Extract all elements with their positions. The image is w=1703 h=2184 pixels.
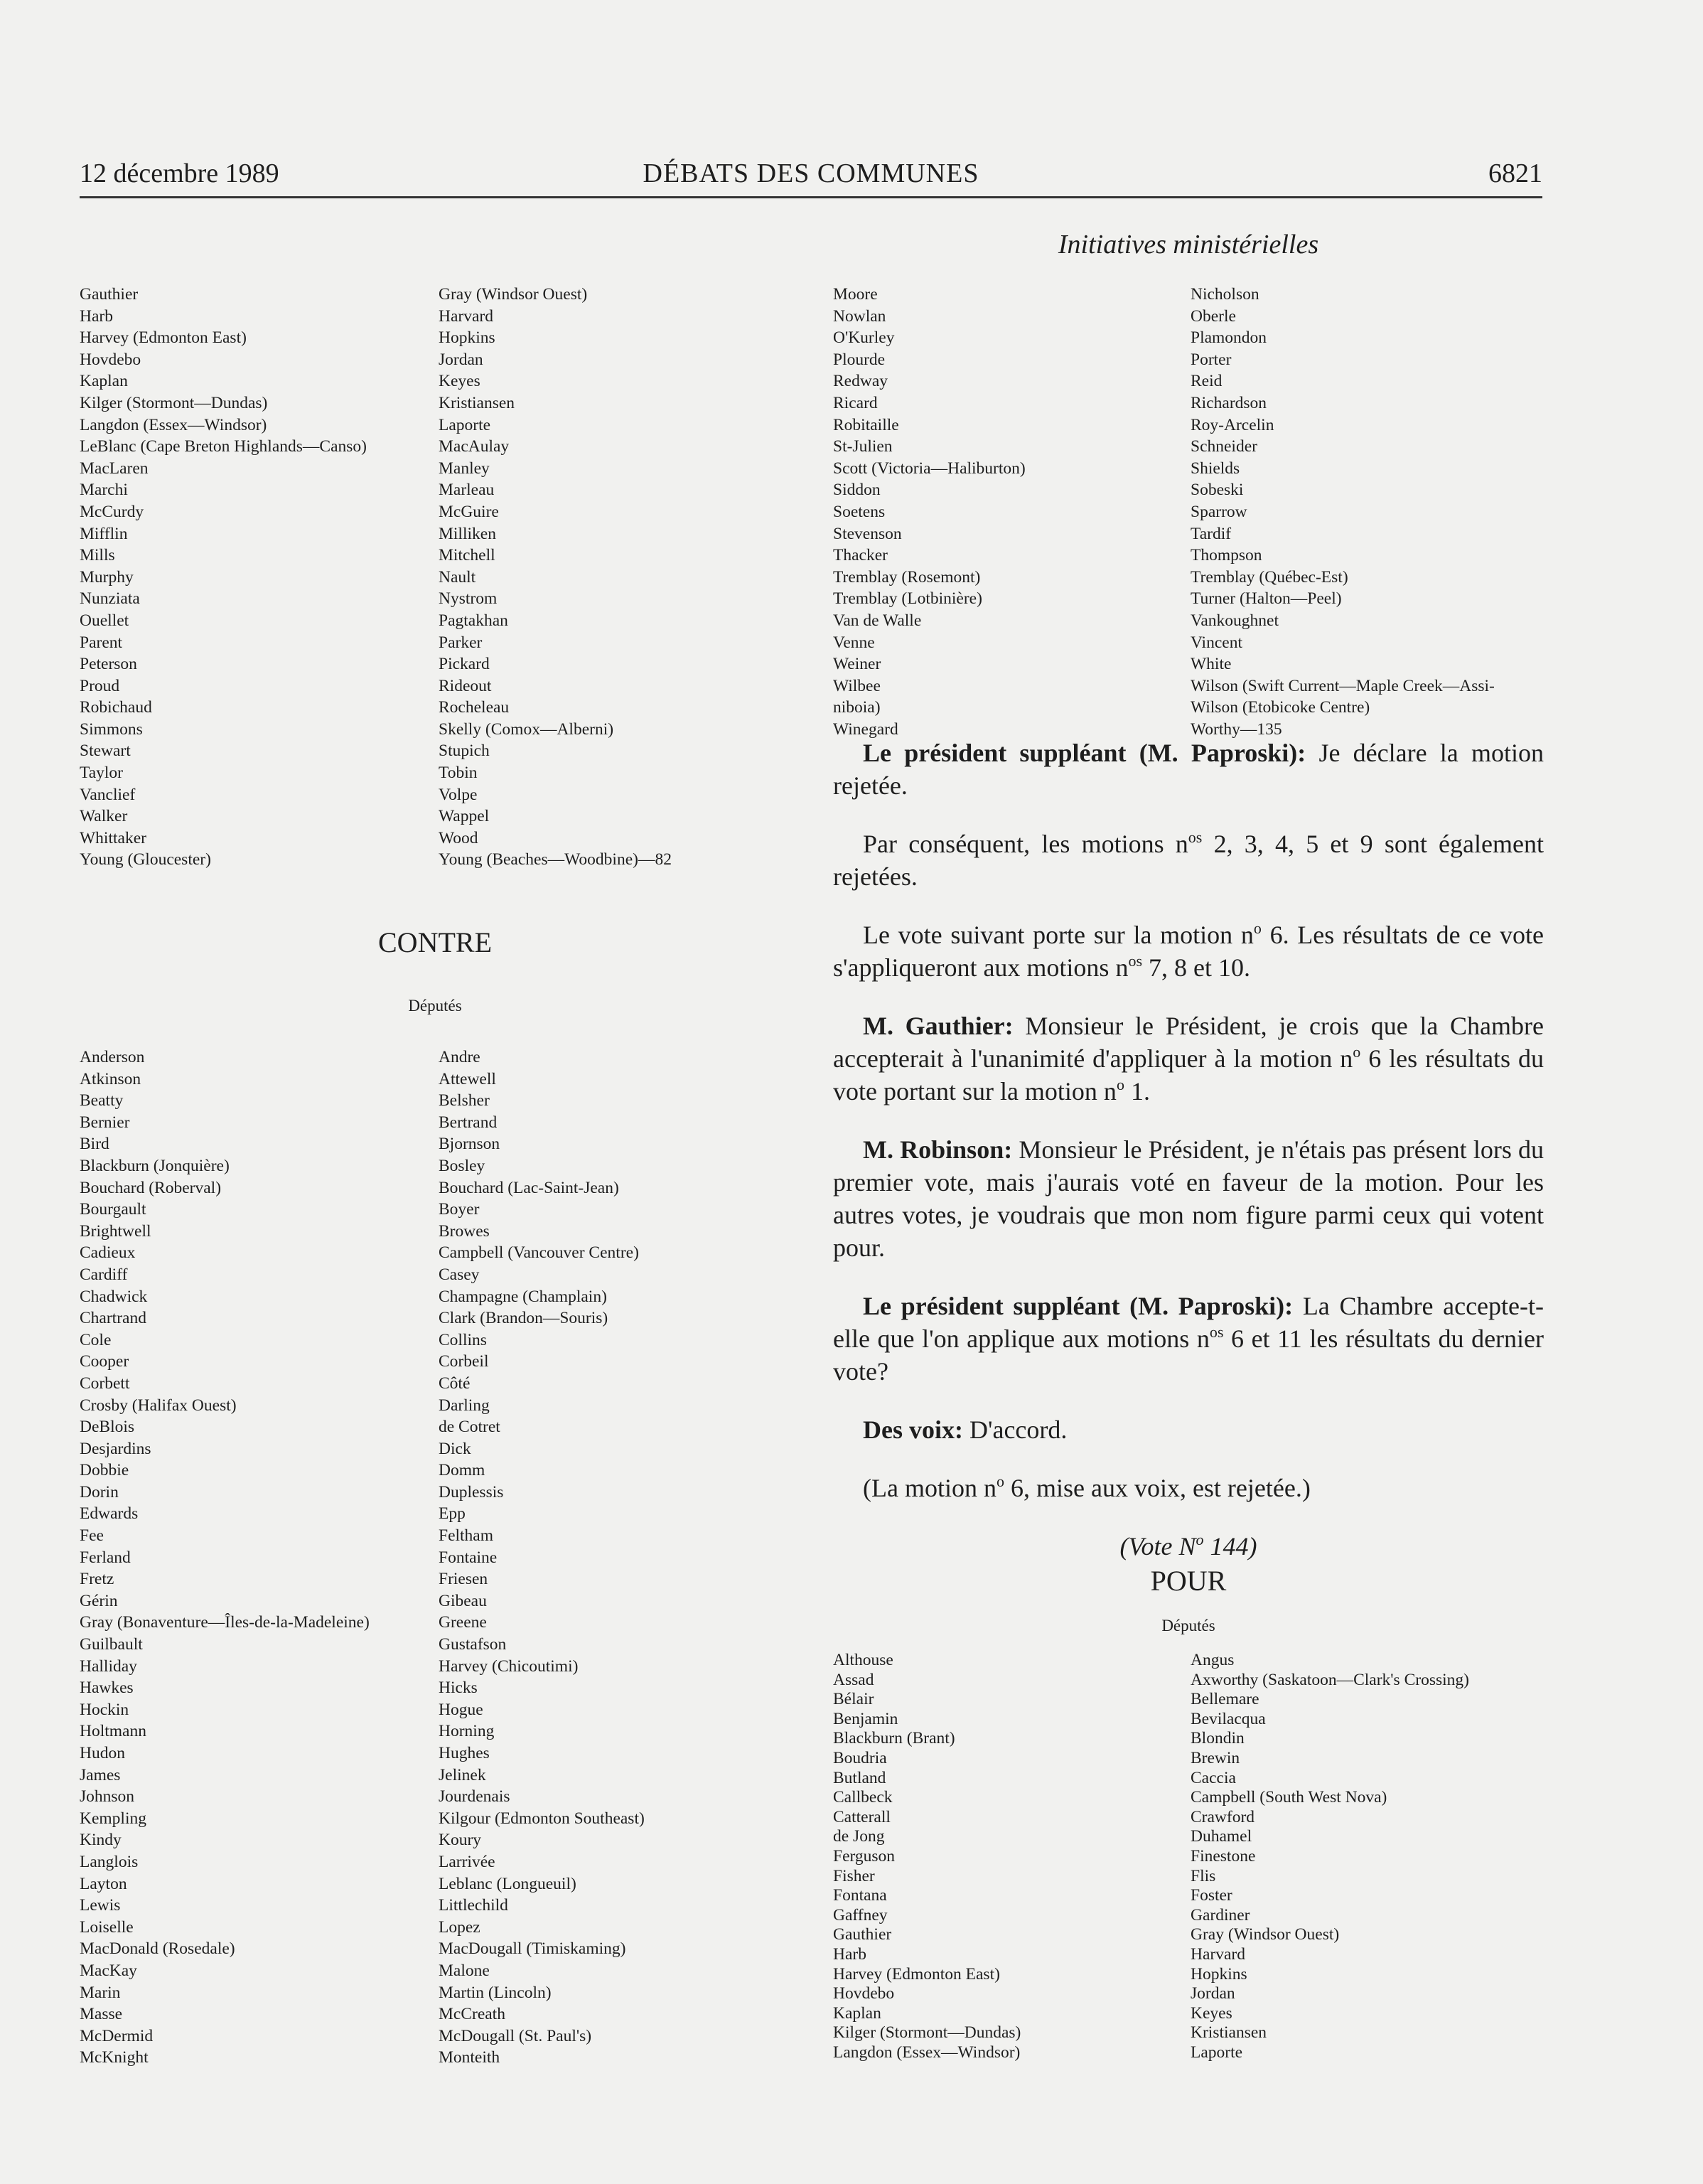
- pour-deputes-label: Députés: [1161, 1617, 1215, 1634]
- speaker-name: Des voix:: [863, 1415, 963, 1444]
- deputy-name: Nunziata: [80, 589, 140, 609]
- deputy-name: Althouse: [833, 1651, 893, 1669]
- deputy-name: Cole: [80, 1330, 112, 1349]
- deputy-name: Dorin: [80, 1482, 119, 1502]
- deputy-name: Feltham: [439, 1526, 494, 1546]
- deputy-name: Sparrow: [1191, 502, 1247, 521]
- deputy-name: Finestone: [1191, 1846, 1256, 1866]
- deputy-name: Redway: [833, 372, 888, 391]
- deputy-name: Andre: [439, 1048, 480, 1066]
- deputy-name: Thacker: [833, 546, 888, 565]
- deputy-name: Bevilacqua: [1191, 1709, 1266, 1728]
- deputy-name: Edwards: [80, 1504, 139, 1524]
- deputy-name: Koury: [439, 1831, 482, 1850]
- deputy-name: Robichaud: [80, 698, 152, 717]
- deputy-name: Browes: [439, 1221, 490, 1241]
- paragraph-3: Le vote suivant porte sur la motion $n^o$ 6. Les résultats de ce vote s'appliqueront aux motions $n^{os}$ 7, 8 et 10.: [833, 919, 1544, 982]
- deputy-name: Harvard: [439, 306, 493, 326]
- deputy-name: Vincent: [1191, 633, 1242, 652]
- deputy-name: Manley: [439, 459, 490, 478]
- debate-text: [833, 737, 1544, 1588]
- deputy-name: Jordan: [1191, 1984, 1235, 2003]
- deputy-name: Stevenson: [833, 524, 902, 543]
- deputy-name: Belsher: [439, 1091, 490, 1110]
- deputy-name: Cardiff: [80, 1265, 128, 1284]
- deputy-name: Hockin: [80, 1700, 129, 1719]
- deputy-name: Tremblay (Lotbinière): [833, 589, 982, 609]
- deputy-name: White: [1191, 655, 1232, 674]
- deputy-name: Dick: [439, 1439, 471, 1458]
- deputy-name: Harb: [80, 306, 113, 326]
- deputy-name: Bélair: [833, 1690, 874, 1709]
- deputy-name: Milliken: [439, 524, 496, 543]
- paragraph-6: Le président suppléant (M. Paproski): La Chambre accepte-t-elle que l'on applique aux motions $n^{os}$ 6 et 11 les résultats du dernier vote?: [833, 1292, 1544, 1386]
- deputy-name: Hudon: [80, 1744, 125, 1762]
- deputy-name: McKnight: [80, 2048, 149, 2067]
- deputy-name: Kaplan: [833, 2003, 881, 2023]
- deputy-name: Holtmann: [80, 1722, 146, 1741]
- deputy-name: Harvey (Edmonton East): [833, 1964, 1000, 1984]
- deputy-name: Crosby (Halifax Ouest): [80, 1396, 237, 1415]
- deputy-name: James: [80, 1765, 121, 1784]
- deputy-name: Stupich: [439, 742, 490, 761]
- deputy-name: Hogue: [439, 1700, 483, 1719]
- deputy-name: Young (Beaches—Woodbine)—82: [439, 850, 672, 869]
- deputy-name: Loiselle: [80, 1917, 134, 1937]
- deputy-name: Gérin: [80, 1591, 118, 1610]
- deputy-name: Kristiansen: [1191, 2023, 1267, 2043]
- deputy-name: Gibeau: [439, 1591, 487, 1610]
- deputy-name: Wilbee: [833, 676, 881, 695]
- deputy-name: Larrivée: [439, 1852, 495, 1871]
- deputy-name: Rocheleau: [439, 698, 510, 717]
- deputy-name: Friesen: [439, 1570, 488, 1589]
- deputy-name: Richardson: [1191, 393, 1267, 412]
- deputy-name: Chadwick: [80, 1287, 148, 1306]
- deputy-name: Keyes: [1191, 2003, 1232, 2023]
- deputy-name: Pickard: [439, 655, 490, 674]
- deputy-name: Langlois: [80, 1852, 139, 1871]
- deputy-name: Catterall: [833, 1807, 891, 1826]
- deputy-name: Bernier: [80, 1113, 130, 1132]
- deputy-name: Duhamel: [1191, 1827, 1252, 1846]
- deputy-name: Walker: [80, 807, 128, 826]
- deputy-name: MacDougall (Timiskaming): [439, 1939, 626, 1959]
- deputy-name: Corbeil: [439, 1352, 489, 1371]
- name-column-top-right-1: [833, 284, 1026, 740]
- name-column-top-right-2: [1191, 284, 1495, 740]
- deputy-name: de Jong: [833, 1827, 885, 1846]
- paragraph-8: (La motion $n^o$ 6, mise aux voix, est rejetée.): [863, 1472, 1311, 1502]
- deputy-name: Fontaine: [439, 1548, 498, 1567]
- deputy-name: Hughes: [439, 1744, 490, 1762]
- deputy-name: Kempling: [80, 1809, 146, 1828]
- deputy-name: Worthy—135: [1191, 719, 1282, 739]
- deputy-name: Jordan: [439, 350, 483, 369]
- deputy-name: Champagne (Champlain): [439, 1287, 607, 1306]
- deputy-name: Murphy: [80, 567, 134, 587]
- deputy-name: Domm: [439, 1461, 485, 1480]
- deputy-name: Layton: [80, 1874, 127, 1893]
- deputy-name: Van de Walle: [833, 611, 922, 630]
- deputy-name: Bouchard (Roberval): [80, 1178, 222, 1197]
- deputy-name: Gardiner: [1191, 1905, 1250, 1925]
- deputy-name: Thompson: [1191, 546, 1262, 565]
- deputy-name: Rideout: [439, 676, 492, 695]
- deputy-name: Roy-Arcelin: [1191, 415, 1274, 434]
- speaker-name: M. Robinson:: [863, 1135, 1013, 1164]
- deputy-name: Wilson (Etobicoke Centre): [1191, 698, 1370, 717]
- deputy-name: Angus: [1191, 1651, 1235, 1669]
- deputy-name: Bouchard (Lac-Saint-Jean): [439, 1178, 619, 1197]
- deputy-name: Young (Gloucester): [80, 850, 211, 869]
- deputy-name: Horning: [439, 1722, 495, 1741]
- contre-deputes-label: Députés: [408, 997, 462, 1015]
- deputy-name: Marin: [80, 1983, 121, 2002]
- deputy-name: Sobeski: [1191, 481, 1244, 500]
- deputy-name: Laporte: [439, 415, 491, 434]
- deputy-name: Schneider: [1191, 437, 1257, 456]
- deputy-name: Soetens: [833, 502, 886, 521]
- deputy-name: Beatty: [80, 1091, 124, 1110]
- deputy-name: Ferguson: [833, 1846, 896, 1866]
- deputy-name: Jelinek: [439, 1765, 486, 1784]
- deputy-name: MacDonald (Rosedale): [80, 1939, 235, 1959]
- deputy-name: Skelly (Comox—Alberni): [439, 719, 614, 739]
- deputy-name: Oberle: [1191, 306, 1236, 326]
- deputy-name: Marchi: [80, 481, 128, 500]
- deputy-name: Dobbie: [80, 1461, 129, 1480]
- deputy-name: Leblanc (Longueuil): [439, 1874, 576, 1893]
- deputy-name: Hovdebo: [80, 350, 141, 369]
- paragraph-4: M. Gauthier: Monsieur le Président, je crois que la Chambre accepterait à l'unanimité d'appliquer à la motion $n^o$ 6 les résultats du vote portant sur la motion $n^o$ 1.: [833, 1012, 1544, 1106]
- deputy-name: McDermid: [80, 2026, 154, 2045]
- deputy-name: Reid: [1191, 372, 1223, 391]
- name-column-pour-1: [833, 1651, 1021, 2062]
- deputy-name: Desjardins: [80, 1439, 151, 1458]
- deputy-name: McCreath: [439, 2005, 505, 2024]
- deputy-name: Bellemare: [1191, 1690, 1259, 1709]
- deputy-name: Whittaker: [80, 828, 146, 847]
- deputy-name: Gray (Windsor Ouest): [439, 285, 588, 304]
- deputy-name: Mitchell: [439, 546, 495, 565]
- deputy-name: Boudria: [833, 1748, 887, 1767]
- paragraph-2: Par conséquent, les motions $n^{os}$ 2, 3, 4, 5 et 9 sont également rejetées.: [833, 828, 1544, 891]
- deputy-name: Kilger (Stormont—Dundas): [833, 2023, 1021, 2043]
- deputy-name: MacAulay: [439, 437, 510, 456]
- deputy-name: Nystrom: [439, 589, 498, 609]
- deputy-name: Attewell: [439, 1069, 496, 1088]
- deputy-name: Blackburn (Brant): [833, 1729, 955, 1748]
- deputy-name: Porter: [1191, 350, 1232, 369]
- deputy-name: Pagtakhan: [439, 611, 508, 630]
- deputy-name: Nowlan: [833, 306, 886, 326]
- deputy-name: Gauthier: [833, 1925, 892, 1944]
- deputy-name: Gray (Windsor Ouest): [1191, 1925, 1340, 1944]
- deputy-name: Peterson: [80, 655, 137, 674]
- deputy-name: Turner (Halton—Peel): [1191, 589, 1342, 609]
- contre-heading: CONTRE: [378, 926, 492, 958]
- deputy-name: Boyer: [439, 1200, 480, 1219]
- deputy-name: Plourde: [833, 350, 886, 369]
- deputy-name: Nault: [439, 567, 476, 587]
- deputy-name: Fretz: [80, 1570, 114, 1589]
- header-journal-title: DÉBATS DES COMMUNES: [643, 159, 979, 188]
- deputy-name: McGuire: [439, 502, 499, 521]
- deputy-name: Simmons: [80, 719, 143, 739]
- deputy-name: Tremblay (Québec-Est): [1191, 567, 1348, 587]
- deputy-name: Ouellet: [80, 611, 129, 630]
- deputy-name: Ferland: [80, 1548, 131, 1567]
- deputy-name: Hopkins: [439, 328, 495, 348]
- deputy-name: Chartrand: [80, 1309, 146, 1328]
- deputy-name: Fontana: [833, 1886, 887, 1905]
- vote-number: (Vote $N^o$ 144): [1119, 1531, 1257, 1561]
- deputy-name: Masse: [80, 2005, 123, 2024]
- deputy-name: Harb: [833, 1944, 866, 1964]
- deputy-name: Harvard: [1191, 1944, 1245, 1964]
- deputy-name: St-Julien: [833, 437, 893, 456]
- deputy-name: Taylor: [80, 764, 123, 783]
- deputy-name: Kaplan: [80, 372, 128, 391]
- deputy-name: Jourdenais: [439, 1787, 510, 1806]
- deputy-name: Hopkins: [1191, 1964, 1247, 1984]
- deputy-name: Langdon (Essex—Windsor): [833, 2043, 1021, 2062]
- pour-heading: POUR: [1150, 1565, 1227, 1597]
- deputy-name: Blondin: [1191, 1729, 1245, 1748]
- deputy-name: Kindy: [80, 1831, 122, 1850]
- deputy-name: Hicks: [439, 1679, 478, 1698]
- deputy-name: Bertrand: [439, 1113, 498, 1132]
- deputy-name: Axworthy (Saskatoon—Clark's Crossing): [1191, 1670, 1469, 1689]
- speaker-name: Le président suppléant (M. Paproski):: [863, 739, 1306, 767]
- deputy-name: Darling: [439, 1396, 490, 1415]
- deputy-name: Clark (Brandon—Souris): [439, 1309, 608, 1328]
- section-title: Initiatives ministérielles: [1058, 230, 1319, 259]
- deputy-name: Foster: [1191, 1886, 1232, 1905]
- header-page-number: 6821: [1488, 159, 1542, 188]
- header-date: 12 décembre 1989: [80, 159, 279, 188]
- deputy-name: Marleau: [439, 481, 495, 500]
- deputy-name: DeBlois: [80, 1418, 135, 1437]
- deputy-name: Epp: [439, 1504, 466, 1524]
- deputy-name: Greene: [439, 1613, 487, 1632]
- deputy-name: Benjamin: [833, 1709, 898, 1728]
- deputy-name: Martin (Lincoln): [439, 1983, 552, 2002]
- deputy-name: Wood: [439, 828, 478, 847]
- deputy-name: Côté: [439, 1374, 471, 1393]
- deputy-name: Duplessis: [439, 1482, 504, 1502]
- deputy-name: Gauthier: [80, 285, 139, 304]
- deputy-name: Winegard: [833, 719, 898, 739]
- deputy-name: niboia): [833, 698, 881, 717]
- deputy-name: Bird: [80, 1135, 109, 1154]
- deputy-name: Moore: [833, 285, 878, 304]
- deputy-name: Monteith: [439, 2048, 500, 2067]
- deputy-name: O'Kurley: [833, 328, 895, 348]
- deputy-name: Brewin: [1191, 1748, 1240, 1767]
- deputy-name: Wappel: [439, 807, 490, 826]
- deputy-name: Fee: [80, 1526, 104, 1546]
- deputy-name: LeBlanc (Cape Breton Highlands—Canso): [80, 437, 367, 456]
- deputy-name: Siddon: [833, 481, 881, 500]
- deputy-name: Halliday: [80, 1656, 137, 1676]
- deputy-name: Lewis: [80, 1896, 121, 1915]
- name-column-top-left-2: [439, 284, 672, 871]
- deputy-name: Parker: [439, 633, 483, 652]
- page-header: [80, 154, 1542, 198]
- deputy-name: Volpe: [439, 785, 478, 804]
- deputy-name: Mills: [80, 546, 115, 565]
- deputy-name: Plamondon: [1191, 328, 1267, 348]
- deputy-name: Parent: [80, 633, 123, 652]
- deputy-name: Lopez: [439, 1917, 480, 1937]
- deputy-name: Weiner: [833, 655, 881, 674]
- deputy-name: Blackburn (Jonquière): [80, 1156, 230, 1175]
- name-column-contre-1: [80, 1046, 370, 2069]
- deputy-name: Tremblay (Rosemont): [833, 567, 981, 587]
- deputy-name: Harvey (Chicoutimi): [439, 1656, 579, 1676]
- deputy-name: Atkinson: [80, 1069, 141, 1088]
- deputy-name: MacKay: [80, 1961, 137, 1980]
- deputy-name: Laporte: [1191, 2043, 1243, 2062]
- deputy-name: de Cotret: [439, 1418, 500, 1437]
- deputy-name: Campbell (South West Nova): [1191, 1788, 1387, 1807]
- deputy-name: Shields: [1191, 459, 1240, 478]
- deputy-name: Casey: [439, 1265, 480, 1284]
- deputy-name: Gustafson: [439, 1635, 507, 1654]
- paragraph-1: Le président suppléant (M. Paproski): Je déclare la motion rejetée.: [833, 739, 1544, 800]
- deputy-name: Venne: [833, 633, 875, 652]
- deputy-name: Hawkes: [80, 1679, 134, 1698]
- deputy-name: Corbett: [80, 1374, 130, 1393]
- deputy-name: Caccia: [1191, 1768, 1236, 1787]
- deputy-name: Littlechild: [439, 1896, 508, 1915]
- deputy-name: Butland: [833, 1768, 886, 1787]
- deputy-name: Tardif: [1191, 524, 1232, 543]
- deputy-name: Bourgault: [80, 1200, 146, 1219]
- deputy-name: Bjornson: [439, 1135, 500, 1154]
- deputy-name: Hovdebo: [833, 1984, 895, 2003]
- deputy-name: Kilgour (Edmonton Southeast): [439, 1809, 645, 1828]
- name-column-pour-2: [1191, 1651, 1469, 2062]
- name-column-top-left-1: [80, 284, 367, 871]
- deputy-name: Proud: [80, 676, 120, 695]
- deputy-name: Mifflin: [80, 524, 128, 543]
- deputy-name: Anderson: [80, 1048, 145, 1066]
- deputy-name: Cooper: [80, 1352, 129, 1371]
- deputy-name: Callbeck: [833, 1788, 893, 1807]
- deputy-name: Cadieux: [80, 1243, 136, 1263]
- deputy-name: Harvey (Edmonton East): [80, 328, 247, 348]
- deputy-name: Vankoughnet: [1191, 611, 1279, 630]
- deputy-name: Kilger (Stormont—Dundas): [80, 393, 268, 412]
- deputy-name: Malone: [439, 1961, 490, 1980]
- deputy-name: Ricard: [833, 393, 878, 412]
- speaker-name: Le président suppléant (M. Paproski):: [863, 1292, 1294, 1320]
- deputy-name: Robitaille: [833, 415, 899, 434]
- deputy-name: Kristiansen: [439, 393, 515, 412]
- speaker-name: M. Gauthier:: [863, 1012, 1014, 1040]
- deputy-name: Scott (Victoria—Haliburton): [833, 459, 1026, 478]
- deputy-name: Crawford: [1191, 1807, 1255, 1826]
- deputy-name: Langdon (Essex—Windsor): [80, 415, 267, 434]
- deputy-name: Tobin: [439, 764, 478, 783]
- deputy-name: Campbell (Vancouver Centre): [439, 1243, 639, 1263]
- deputy-name: Keyes: [439, 372, 480, 391]
- deputy-name: Johnson: [80, 1787, 135, 1806]
- paragraph-7: Des voix: D'accord.: [863, 1415, 1068, 1444]
- deputy-name: Nicholson: [1191, 285, 1259, 304]
- deputy-name: McDougall (St. Paul's): [439, 2026, 592, 2045]
- deputy-name: MacLaren: [80, 459, 149, 478]
- deputy-name: Assad: [833, 1670, 874, 1689]
- deputy-name: Wilson (Swift Current—Maple Creek—Assi-: [1191, 676, 1495, 695]
- name-column-contre-2: [439, 1046, 645, 2069]
- deputy-name: Gray (Bonaventure—Îles-de-la-Madeleine): [80, 1613, 370, 1632]
- deputy-name: Brightwell: [80, 1221, 151, 1241]
- deputy-name: Collins: [439, 1330, 487, 1349]
- deputy-name: Vanclief: [80, 785, 136, 804]
- deputy-name: McCurdy: [80, 502, 144, 521]
- deputy-name: Gaffney: [833, 1905, 888, 1925]
- deputy-name: Stewart: [80, 742, 131, 761]
- deputy-name: Bosley: [439, 1156, 485, 1175]
- deputy-name: Flis: [1191, 1866, 1216, 1885]
- deputy-name: Guilbault: [80, 1635, 143, 1654]
- deputy-name: Fisher: [833, 1866, 875, 1885]
- paragraph-5: M. Robinson: Monsieur le Président, je n'étais pas présent lors du premier vote, mais j'aurais voté en faveur de la motion. Pour les autres votes, je voudrais que mon nom figure parmi ceux qui votent pour.: [833, 1135, 1544, 1262]
